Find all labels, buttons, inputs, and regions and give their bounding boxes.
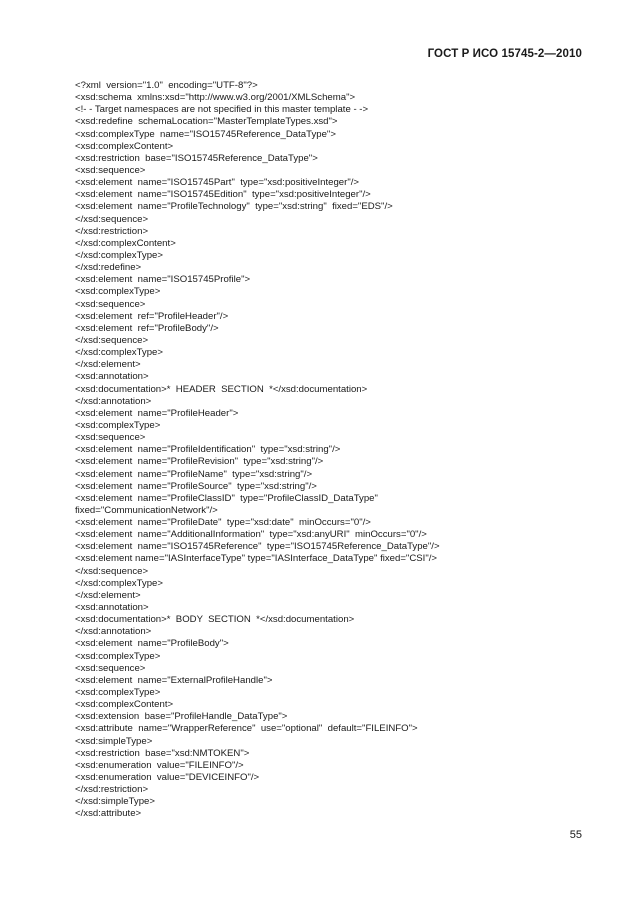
code-line: <xsd:sequence> <box>75 432 146 444</box>
code-line: <xsd:sequence> <box>75 662 146 674</box>
code-line: <xsd:element name="ISO15745Reference" type="ISO15745Reference_DataType"/> <box>75 541 440 553</box>
code-line: <xsd:element name="ProfileBody"> <box>75 638 229 650</box>
code-line: <xsd:element name="ProfileHeader"> <box>75 407 239 419</box>
code-line: <xsd:attribute name="WrapperReference" use="optional" default="FILEINFO"> <box>75 723 418 735</box>
code-line: <xsd:extension base="ProfileHandle_DataType"> <box>75 711 288 723</box>
code-line: <xsd:complexType> <box>75 687 161 699</box>
code-line: <xsd:element name="ProfileDate" type="xsd:date" minOccurs="0"/> <box>75 517 371 529</box>
code-line: <xsd:element name="ProfileRevision" type="xsd:string"/> <box>75 456 324 468</box>
code-line: </xsd:complexType> <box>75 249 163 261</box>
code-line: <xsd:complexType> <box>75 650 161 662</box>
code-line: <xsd:enumeration value="DEVICEINFO"/> <box>75 772 260 784</box>
code-line: <xsd:sequence> <box>75 298 146 310</box>
code-line: <xsd:element name="ISO15745Edition" type="xsd:positiveInteger"/> <box>75 189 371 201</box>
code-line: <!- - Target namespaces are not specified in this master template - -> <box>75 104 369 116</box>
xml-schema-listing <box>75 80 595 821</box>
code-line: </xsd:complexType> <box>75 347 163 359</box>
code-line: <xsd:sequence> <box>75 164 146 176</box>
page-number: 55 <box>569 829 582 841</box>
code-line: <xsd:annotation> <box>75 602 149 614</box>
code-line: </xsd:attribute> <box>75 808 142 820</box>
code-line: <xsd:element name="ProfileName" type="xsd:string"/> <box>75 468 313 480</box>
code-line: <xsd:complexType> <box>75 286 161 298</box>
code-line: </xsd:annotation> <box>75 626 152 638</box>
code-line: <xsd:element name="ProfileTechnology" type="xsd:string" fixed="EDS"/> <box>75 201 393 213</box>
code-line: </xsd:sequence> <box>75 213 149 225</box>
code-line: </xsd:sequence> <box>75 565 149 577</box>
code-line: <xsd:documentation>* HEADER SECTION *</xsd:documentation> <box>75 383 368 395</box>
code-line: <xsd:annotation> <box>75 371 149 383</box>
code-line: <xsd:restriction base="ISO15745Reference_DataType"> <box>75 152 318 164</box>
code-line: <xsd:element name="ProfileClassID" type="ProfileClassID_DataType" <box>75 492 378 504</box>
code-line: </xsd:sequence> <box>75 334 149 346</box>
code-line: <xsd:element ref="ProfileBody"/> <box>75 322 219 334</box>
code-line: <xsd:redefine schemaLocation="MasterTemplateTypes.xsd"> <box>75 116 338 128</box>
code-line: <xsd:simpleType> <box>75 735 153 747</box>
code-line: <xsd:complexType> <box>75 419 161 431</box>
code-line: </xsd:redefine> <box>75 262 142 274</box>
code-line: <xsd:documentation>* BODY SECTION *</xsd:documentation> <box>75 614 355 626</box>
code-line: <xsd:element name="ISO15745Part" type="xsd:positiveInteger"/> <box>75 177 360 189</box>
code-line: <xsd:element name="IASInterfaceType" type="IASInterface_DataType" fixed="CSI"/> <box>75 553 438 565</box>
standard-header: ГОСТ Р ИСО 15745-2—2010 <box>427 48 582 60</box>
code-line: <xsd:element name="AdditionalInformation" type="xsd:anyURI" minOccurs="0"/> <box>75 529 427 541</box>
code-line: <xsd:element name="ExternalProfileHandle"> <box>75 674 273 686</box>
code-line: </xsd:annotation> <box>75 395 152 407</box>
code-line: </xsd:restriction> <box>75 784 149 796</box>
code-line: <xsd:element ref="ProfileHeader"/> <box>75 310 229 322</box>
code-line: <xsd:complexType name="ISO15745Reference_DataType"> <box>75 128 336 140</box>
code-line: <xsd:schema xmlns:xsd="http://www.w3.org/2001/XMLSchema"> <box>75 92 356 104</box>
code-line: </xsd:complexType> <box>75 577 163 589</box>
code-line: </xsd:restriction> <box>75 225 149 237</box>
code-line: <xsd:enumeration value="FILEINFO"/> <box>75 759 244 771</box>
code-line: fixed="CommunicationNetwork"/> <box>75 504 218 516</box>
code-line: </xsd:element> <box>75 359 141 371</box>
code-line: </xsd:element> <box>75 589 141 601</box>
code-line: <xsd:element name="ISO15745Profile"> <box>75 274 251 286</box>
code-line: </xsd:complexContent> <box>75 237 176 249</box>
code-line: </xsd:simpleType> <box>75 796 155 808</box>
code-line: <xsd:element name="ProfileSource" type="xsd:string"/> <box>75 480 317 492</box>
code-line: <?xml version="1.0" encoding="UTF-8"?> <box>75 80 258 91</box>
code-line: <xsd:complexContent> <box>75 140 174 152</box>
code-line: <xsd:complexContent> <box>75 699 174 711</box>
code-line: <xsd:restriction base="xsd:NMTOKEN"> <box>75 747 250 759</box>
code-line: <xsd:element name="ProfileIdentification" type="xsd:string"/> <box>75 444 341 456</box>
